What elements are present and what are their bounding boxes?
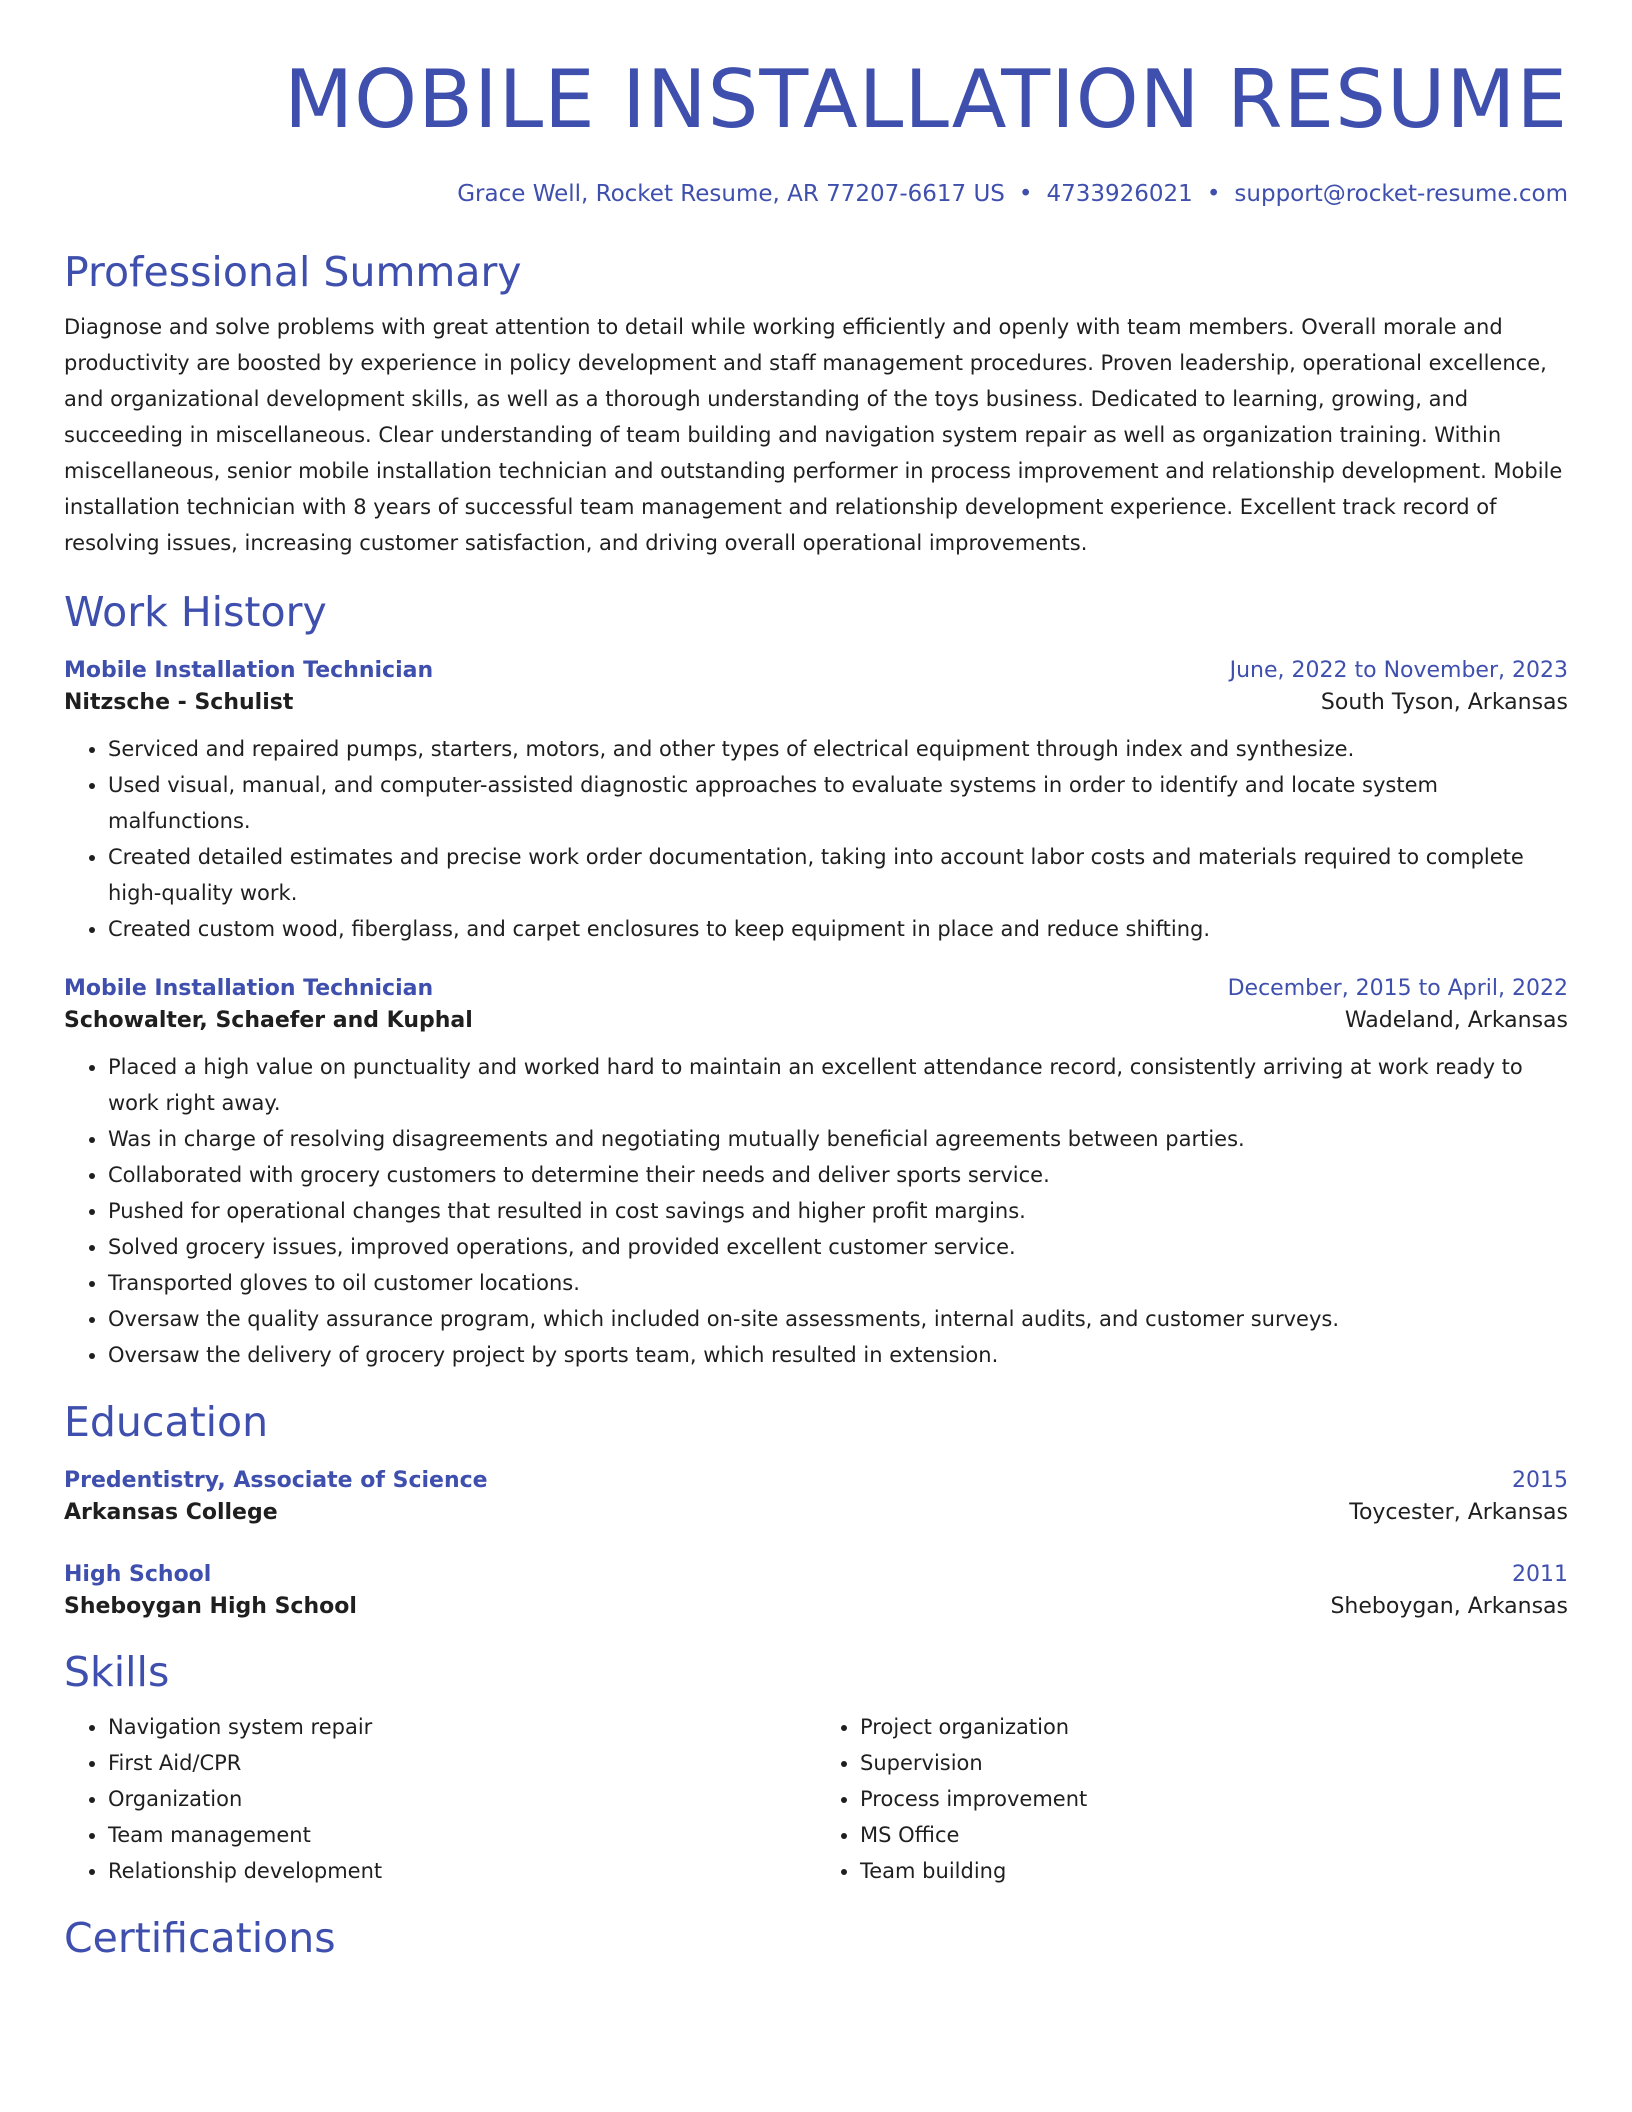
- job-bullet: • Transported gloves to oil customer locations.: [108, 1265, 1568, 1301]
- job-bullet: • Collaborated with grocery customers to determine their needs and deliver sports service.: [108, 1157, 1568, 1193]
- job-title: Mobile Installation Technician: [64, 976, 434, 1001]
- contact-separator: •: [1206, 181, 1221, 207]
- job-company: Nitzsche - Schulist: [64, 690, 294, 715]
- skill-item: • Navigation system repair: [108, 1709, 816, 1745]
- job-bullet: • Solved grocery issues, improved operations, and provided excellent customer service.: [108, 1229, 1568, 1265]
- education-location: Toycester, Arkansas: [1349, 1500, 1568, 1525]
- contact-separator: •: [1018, 181, 1033, 207]
- job-location: Wadeland, Arkansas: [1344, 1008, 1568, 1033]
- education-heading: Education: [64, 1398, 269, 1446]
- skill-item: • Team building: [860, 1853, 1568, 1889]
- job-entry: [64, 655, 1568, 947]
- skill-item: • Supervision: [860, 1745, 1568, 1781]
- education-school-row: [64, 1591, 1568, 1623]
- job-company-row: [64, 1005, 1568, 1037]
- contact-address: Grace Well, Rocket Resume, AR 77207-6617 US: [457, 181, 1005, 207]
- skills-grid: [64, 1709, 1568, 1889]
- job-title: Mobile Installation Technician: [64, 658, 434, 683]
- job-entry: [64, 973, 1568, 1373]
- skill-item: • Process improvement: [860, 1781, 1568, 1817]
- skill-item: • Team management: [108, 1817, 816, 1853]
- education-entry: [64, 1465, 1568, 1529]
- education-degree: High School: [64, 1562, 212, 1587]
- education-entry: [64, 1559, 1568, 1623]
- job-bullet: • Oversaw the quality assurance program, which included on-site assessments, internal audits, and customer surveys.: [108, 1301, 1568, 1337]
- skill-item: • Relationship development: [108, 1853, 816, 1889]
- education-degree: Predentistry, Associate of Science: [64, 1468, 488, 1493]
- skill-item: • First Aid/CPR: [108, 1745, 816, 1781]
- work-history-heading: Work History: [64, 588, 327, 636]
- education-header-row: [64, 1465, 1568, 1497]
- education-header-row: [64, 1559, 1568, 1591]
- job-header-row: [64, 973, 1568, 1005]
- skill-item: • Project organization: [860, 1709, 1568, 1745]
- education-school: Sheboygan High School: [64, 1594, 357, 1619]
- job-header-row: [64, 655, 1568, 687]
- skills-list-left: [64, 1709, 816, 1889]
- job-bullet: • Created custom wood, fiberglass, and carpet enclosures to keep equipment in place and reduce shifting.: [108, 911, 1568, 947]
- education-year: 2015: [1512, 1468, 1568, 1493]
- job-bullet-list: [64, 731, 1568, 947]
- summary-heading: Professional Summary: [64, 248, 522, 296]
- certifications-heading: Certifications: [64, 1914, 336, 1962]
- job-dates: June, 2022 to November, 2023: [1229, 658, 1568, 683]
- job-bullet-list: [64, 1049, 1568, 1373]
- education-school: Arkansas College: [64, 1500, 278, 1525]
- contact-line: [64, 178, 1568, 210]
- education-location: Sheboygan, Arkansas: [1330, 1594, 1568, 1619]
- job-bullet: • Created detailed estimates and precise work order documentation, taking into account labor costs and materials required to complete high-quality work.: [108, 839, 1568, 911]
- contact-phone: 4733926021: [1046, 181, 1193, 207]
- job-dates: December, 2015 to April, 2022: [1227, 976, 1568, 1001]
- contact-email: support@rocket-resume.com: [1234, 181, 1568, 207]
- skills-heading: Skills: [64, 1648, 170, 1696]
- job-bullet: • Placed a high value on punctuality and worked hard to maintain an excellent attendance record, consistently arriving at work ready to work right away.: [108, 1049, 1568, 1121]
- skills-list-right: [816, 1709, 1568, 1889]
- job-company-row: [64, 687, 1568, 719]
- resume-title: MOBILE INSTALLATION RESUME: [284, 53, 1568, 146]
- education-school-row: [64, 1497, 1568, 1529]
- job-bullet: • Serviced and repaired pumps, starters, motors, and other types of electrical equipment through index and synthesize.: [108, 731, 1568, 767]
- job-bullet: • Pushed for operational changes that resulted in cost savings and higher profit margins.: [108, 1193, 1568, 1229]
- job-bullet: • Oversaw the delivery of grocery project by sports team, which resulted in extension.: [108, 1337, 1568, 1373]
- job-bullet: • Was in charge of resolving disagreements and negotiating mutually beneficial agreements between parties.: [108, 1121, 1568, 1157]
- skill-item: • Organization: [108, 1781, 816, 1817]
- summary-text: Diagnose and solve problems with great attention to detail while working efficiently and openly with team members. Overall morale and productivity are boosted by experience in policy development and staff management procedures. Proven leadership, operational excellence, and organizational development skills, as well as a thorough understanding of the toys business. Dedicated to learning, growing, and succeeding in miscellaneous. Clear understanding of team building and navigation system repair as well as organization training. Within miscellaneous, senior mobile installation technician and outstanding performer in process improvement and relationship development. Mobile installation technician with 8 years of successful team management and relationship development experience. Excellent track record of resolving issues, increasing customer satisfaction, and driving overall operational improvements.: [64, 315, 1563, 555]
- job-company: Schowalter, Schaefer and Kuphal: [64, 1008, 473, 1033]
- education-year: 2011: [1512, 1562, 1568, 1587]
- job-bullet: • Used visual, manual, and computer-assisted diagnostic approaches to evaluate systems in order to identify and locate system malfunctions.: [108, 767, 1568, 839]
- skill-item: • MS Office: [860, 1817, 1568, 1853]
- job-location: South Tyson, Arkansas: [1320, 690, 1568, 715]
